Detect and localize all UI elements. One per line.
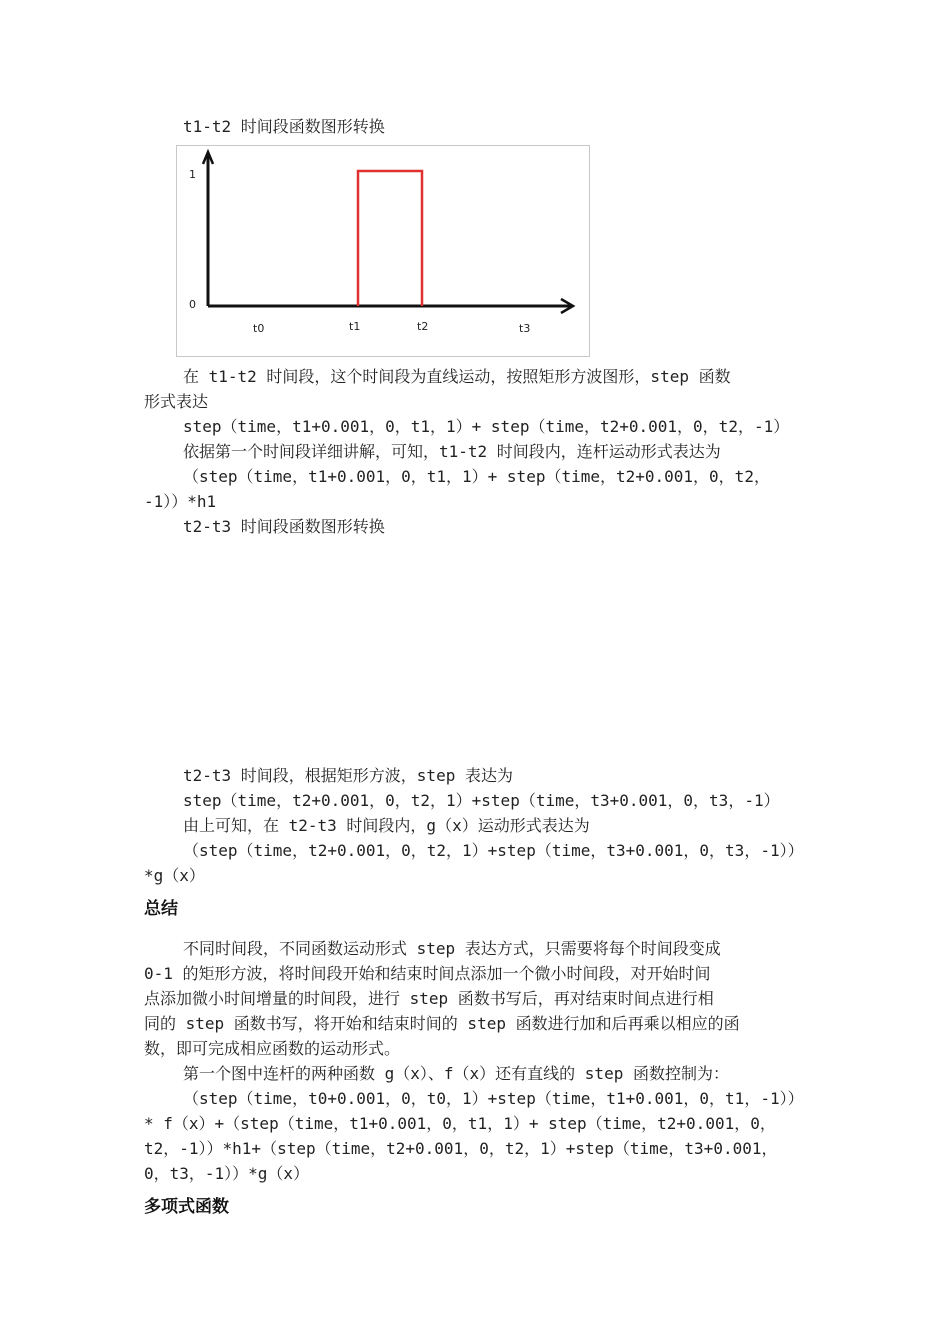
x-tick-t3: t3 <box>519 322 531 335</box>
formula-line: step（time，t2+0.001，0，t2，1）+step（time，t3+0.001，0，t3，-1） <box>183 791 780 810</box>
pulse-signal <box>358 171 422 306</box>
formula-line: step（time，t1+0.001，0，t1，1）+ step（time，t2+0.001，0，t2，-1） <box>183 417 790 436</box>
y-tick-0: 0 <box>189 298 196 311</box>
formula-line: * f（x）+（step（time，t1+0.001，0，t1，1）+ step（time，t2+0.001，0， <box>144 1114 776 1133</box>
paragraph-line: 同的 step 函数书写，将开始和结束时间的 step 函数进行加和后再乘以相应的函 <box>144 1014 740 1033</box>
paragraph-line: 依据第一个时间段详细讲解，可知，t1-t2 时间段内，连杆运动形式表达为 <box>183 442 721 461</box>
x-tick-t0: t0 <box>253 322 265 335</box>
step-pulse-plot <box>177 146 591 358</box>
figure-caption: t2-t3 时间段函数图形转换 <box>183 517 385 536</box>
formula-line: -1））*h1 <box>144 492 217 511</box>
paragraph-line: 由上可知，在 t2-t3 时间段内，g（x）运动形式表达为 <box>183 816 590 835</box>
paragraph-line: 数，即可完成相应函数的运动形式。 <box>144 1039 401 1058</box>
paragraph-line: 形式表达 <box>144 392 209 411</box>
section-heading: 总结 <box>144 899 178 919</box>
paragraph-line: 0-1 的矩形方波，将时间段开始和结束时间点添加一个微小时间段，对开始时间 <box>144 964 711 983</box>
formula-line: t2，-1））*h1+（step（time，t2+0.001，0，t2，1）+step（time，t3+0.001， <box>144 1139 778 1158</box>
x-tick-t2: t2 <box>417 320 429 333</box>
formula-line: （step（time，t1+0.001，0，t1，1）+ step（time，t2+0.001，0，t2， <box>183 467 770 486</box>
formula-line: （step（time，t2+0.001，0，t2，1）+step（time，t3+0.001，0，t3，-1）） <box>183 841 804 860</box>
section-heading: 多项式函数 <box>144 1197 229 1217</box>
formula-line: *g（x） <box>144 866 205 885</box>
paragraph-line: 在 t1-t2 时间段，这个时间段为直线运动，按照矩形方波图形，step 函数 <box>183 367 731 386</box>
paragraph-line: 不同时间段，不同函数运动形式 step 表达方式，只需要将每个时间段变成 <box>183 939 721 958</box>
paragraph-line: 点添加微小时间增量的时间段，进行 step 函数书写后，再对结束时间点进行相 <box>144 989 714 1008</box>
step-pulse-figure <box>176 145 590 357</box>
formula-line: （step（time，t0+0.001，0，t0，1）+step（time，t1+0.001，0，t1，-1）） <box>183 1089 804 1108</box>
figure-caption: t1-t2 时间段函数图形转换 <box>183 117 385 136</box>
x-tick-t1: t1 <box>349 320 361 333</box>
paragraph-line: t2-t3 时间段，根据矩形方波，step 表达为 <box>183 766 513 785</box>
y-tick-1: 1 <box>189 168 196 181</box>
paragraph-line: 第一个图中连杆的两种函数 g（x）、f（x）还有直线的 step 函数控制为： <box>183 1064 729 1083</box>
formula-line: 0，t3，-1））*g（x） <box>144 1164 310 1183</box>
